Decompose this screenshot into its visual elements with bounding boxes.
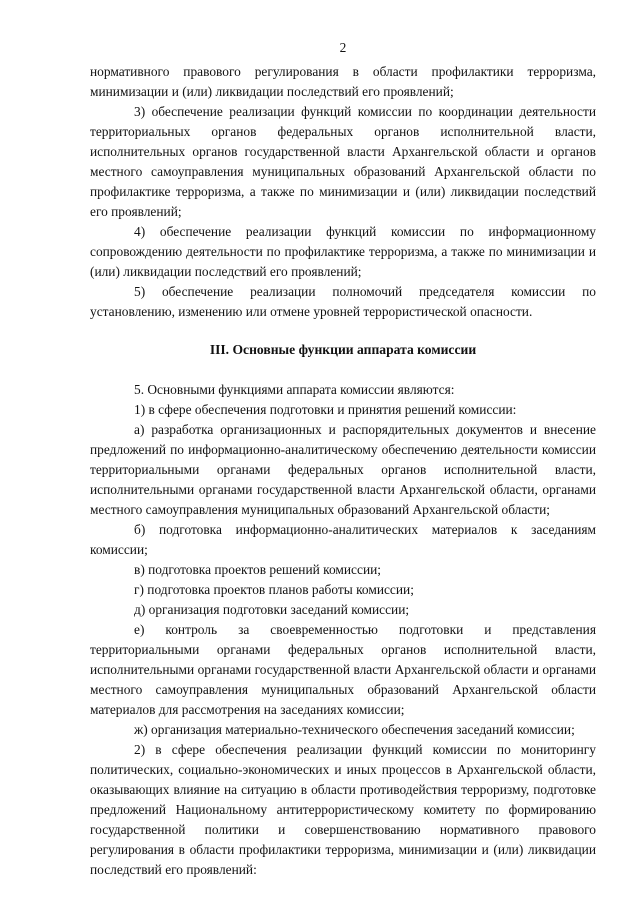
section-heading: III. Основные функции аппарата комиссии [209,342,477,357]
paragraph: в) подготовка проектов решений комиссии; [134,562,381,577]
paragraph: 1) в сфере обеспечения подготовки и принятия решений комиссии: [134,402,517,417]
paragraph: нормативного правового регулирования в области профилактики терроризма, минимизации и (или) ликвидации последствий его проявлений; [90,64,596,99]
paragraph: 4) обеспечение реализации функций комиссии по информационному сопровождению деятельности по профилактике терроризма, а также по минимизации и (или) ликвидации последствий его проявлений; [90,224,596,279]
paragraph: г) подготовка проектов планов работы комиссии; [134,582,414,597]
paragraph: 2) в сфере обеспечения реализации функций комиссии по мониторингу политических, социально-экономических и иных процессов в Архангельской области, оказывающих влияние на ситуацию в области противодействия терроризму, подготовке предложений Национальному антитеррористическому комитету по формированию государственной политики и совершенствованию нормативного правового регулирования в области профилактики терроризма, минимизации и (или) ликвидации последствий его проявлений: [90,742,596,877]
paragraph: 5. Основными функциями аппарата комиссии являются: [134,382,455,397]
paragraph: а) разработка организационных и распорядительных документов и внесение предложений по информационно-аналитическому обеспечению деятельности комиссии территориальными органами федеральных органов исполнительной власти, исполнительными органами государственной власти Архангельской области, органами местного самоуправления муниципальных образований Архангельской области; [90,422,596,517]
paragraph: 3) обеспечение реализации функций комиссии по координации деятельности территориальных органов федеральных органов исполнительной власти, исполнительных органов государственной власти Архангельской области и органов местного самоуправления муниципальных образований Архангельской области по профилактике терроризма, а также по минимизации и (или) ликвидации последствий его проявлений; [90,104,596,219]
paragraph: д) организация подготовки заседаний комиссии; [134,602,410,617]
paragraph: е) контроль за своевременностью подготовки и представления территориальными органами федеральных органов исполнительной власти, исполнительными органами государственной власти Архангельской области и органами местного самоуправления муниципальных образований Архангельской области материалов для рассмотрения на заседаниях комиссии; [90,622,596,717]
paragraph: ж) организация материально-технического обеспечения заседаний комиссии; [134,722,575,737]
document-page [90,38,596,880]
paragraphs-after-heading [90,380,596,880]
page-number: 2 [339,40,347,55]
paragraph: 5) обеспечение реализации полномочий председателя комиссии по установлению, изменению или отмене уровней террористической опасности. [90,284,596,319]
paragraphs-before-heading [90,62,596,322]
paragraph: б) подготовка информационно-аналитических материалов к заседаниям комиссии; [90,522,596,557]
